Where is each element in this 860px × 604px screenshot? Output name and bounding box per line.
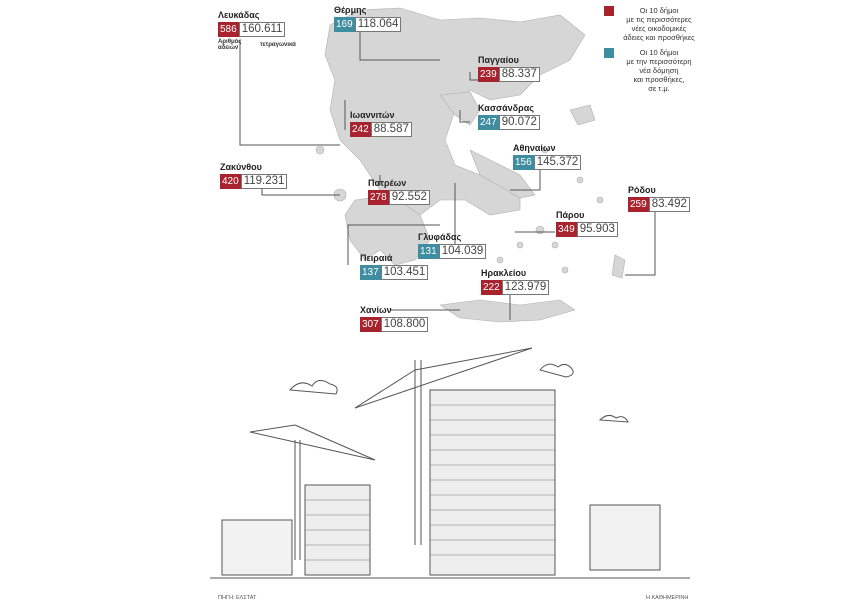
cloud-illustration bbox=[290, 380, 337, 394]
permits-value: 307 bbox=[362, 319, 379, 330]
city-name: Θέρμης bbox=[334, 5, 367, 15]
city-name: Ρόδου bbox=[628, 185, 656, 195]
city-name: Κασσάνδρας bbox=[478, 103, 534, 113]
city-name: Ιωαννιτών bbox=[350, 110, 395, 120]
column-label-permits: Αριθμός αδειών bbox=[218, 39, 242, 51]
legend-teal-line: νέα δόμηση bbox=[639, 66, 679, 75]
permits-value: 169 bbox=[336, 19, 353, 30]
cloud-illustration bbox=[540, 364, 573, 377]
area-value: 88.337 bbox=[499, 67, 540, 82]
city-name: Λευκάδας bbox=[218, 10, 260, 20]
permits-value: 131 bbox=[420, 246, 437, 257]
permits-value: 278 bbox=[370, 192, 387, 203]
area-value: 123.979 bbox=[502, 280, 550, 295]
permits-value: 420 bbox=[222, 176, 239, 187]
city-name: Πειραιά bbox=[360, 253, 393, 263]
legend-teal-line: σε τ.μ. bbox=[648, 84, 670, 93]
legend-red-line: νέες οικοδομικές bbox=[631, 24, 687, 33]
legend-red-line: άδειες και προσθήκες bbox=[623, 33, 695, 42]
legend-red-line: με τις περισσότερες bbox=[626, 15, 692, 24]
area-value: 88.587 bbox=[371, 122, 412, 137]
permits-value: 242 bbox=[352, 124, 369, 135]
permits-value: 349 bbox=[558, 224, 575, 235]
source-credit: ΠΗΓΗ: ΕΛΣΤΑΤ bbox=[218, 595, 257, 601]
city-name: Ηρακλείου bbox=[481, 268, 527, 278]
area-value: 90.072 bbox=[499, 115, 540, 130]
area-value: 95.903 bbox=[577, 222, 618, 237]
column-label-area: τετραγωνικά bbox=[260, 42, 296, 48]
permits-value: 156 bbox=[515, 157, 532, 168]
right-building-illustration bbox=[590, 505, 660, 570]
tower-building-illustration bbox=[430, 390, 555, 575]
permits-value: 247 bbox=[480, 117, 497, 128]
cloud-illustration bbox=[600, 415, 628, 422]
area-value: 145.372 bbox=[534, 155, 582, 170]
permits-value: 137 bbox=[362, 267, 379, 278]
permits-value: 259 bbox=[630, 199, 647, 210]
city-name: Πάρου bbox=[556, 210, 585, 220]
area-value: 83.492 bbox=[649, 197, 690, 212]
city-name: Χανίων bbox=[360, 305, 392, 315]
city-name: Ζακύνθου bbox=[220, 162, 262, 172]
legend-teal-line: Οι 10 δήμοι bbox=[639, 48, 679, 57]
city-name: Αθηναίων bbox=[513, 143, 556, 153]
permits-value: 239 bbox=[480, 69, 497, 80]
city-name: Πατρέων bbox=[368, 178, 407, 188]
area-value: 103.451 bbox=[381, 265, 429, 280]
legend-teal-line: και προσθήκες, bbox=[633, 75, 685, 84]
legend-teal-line: με την περισσότερη bbox=[626, 57, 692, 66]
area-value: 119.231 bbox=[241, 174, 288, 189]
city-name: Γλυφάδας bbox=[418, 232, 462, 242]
publisher-credit: Η ΚΑΘΗΜΕΡΙΝΗ bbox=[646, 595, 689, 601]
area-value: 108.800 bbox=[381, 317, 429, 332]
area-value: 118.064 bbox=[355, 17, 402, 32]
area-value: 92.552 bbox=[389, 190, 430, 205]
far-left-building-illustration bbox=[222, 520, 292, 575]
city-name: Παγγαίου bbox=[478, 55, 519, 65]
permits-value: 586 bbox=[220, 24, 237, 35]
permits-value: 222 bbox=[483, 282, 500, 293]
area-value: 160.611 bbox=[239, 22, 286, 37]
legend-red-line: Οι 10 δήμοι bbox=[639, 6, 679, 15]
area-value: 104.039 bbox=[439, 244, 487, 259]
